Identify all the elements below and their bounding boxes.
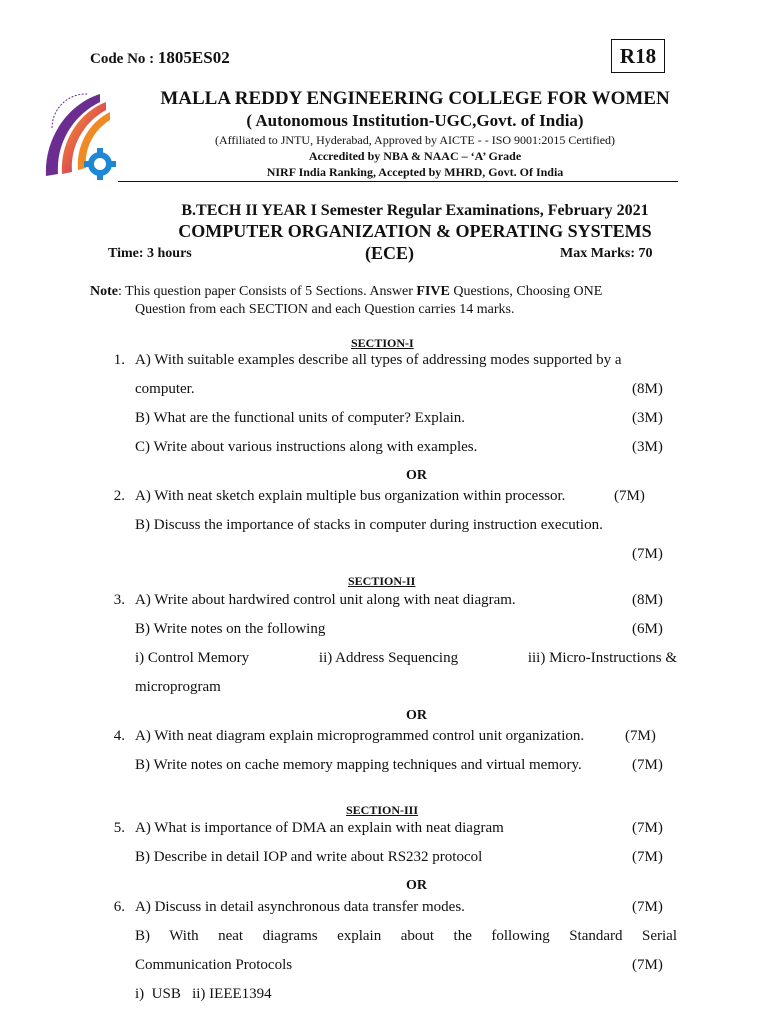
or-separator: OR: [406, 468, 427, 483]
marks-label: (7M): [625, 728, 656, 744]
marks-label: (7M): [632, 899, 663, 915]
question-number: 3.: [113, 592, 125, 608]
regulation-box: R18: [611, 39, 665, 73]
question-text: microprogram: [135, 679, 221, 695]
college-ranking: NIRF India Ranking, Accepted by MHRD, Govt. Of India: [266, 165, 564, 179]
question-text: B) Describe in detail IOP and write about RS232 protocol: [135, 849, 483, 865]
question-text: B) With neat diagrams explain about the following Standard Serial: [135, 928, 677, 944]
college-status: ( Autonomous Institution-UGC,Govt. of India): [246, 111, 584, 130]
question-number: 1.: [113, 352, 125, 368]
code-label: Code No :: [90, 51, 155, 67]
section-heading: SECTION-III: [346, 803, 419, 817]
note-label: Note: [90, 284, 118, 299]
marks-label: (8M): [632, 381, 663, 397]
question-text: A) What is importance of DMA an explain with neat diagram: [135, 820, 504, 836]
marks-label: (3M): [632, 410, 663, 426]
exam-max-marks: Max Marks: 70: [560, 246, 653, 261]
question-number: 2.: [113, 488, 125, 504]
marks-label: (7M): [632, 546, 663, 562]
exam-subject: COMPUTER ORGANIZATION & OPERATING SYSTEMS: [178, 221, 652, 241]
college-logo: [38, 88, 118, 184]
marks-label: (7M): [632, 957, 663, 973]
or-separator: OR: [406, 878, 427, 893]
question-text: A) With neat diagram explain microprogrammed control unit organization.: [135, 728, 585, 744]
question-number: 5.: [113, 820, 125, 836]
note-line-2: Question from each SECTION and each Question carries 14 marks.: [135, 302, 515, 317]
question-text: B) What are the functional units of computer? Explain.: [135, 410, 466, 426]
question-text: C) Write about various instructions along with examples.: [135, 439, 478, 455]
or-separator: OR: [406, 708, 427, 723]
header-divider: [118, 181, 678, 182]
sub-items: i) Control Memory ii) Address Sequencing iii) Micro-Instructions &: [135, 650, 677, 666]
marks-label: (7M): [632, 849, 663, 865]
marks-label: (8M): [632, 592, 663, 608]
marks-label: (3M): [632, 439, 663, 455]
marks-label: (6M): [632, 621, 663, 637]
marks-label: (7M): [632, 757, 663, 773]
marks-label: (7M): [614, 488, 645, 504]
question-text: A) Discuss in detail asynchronous data transfer modes.: [135, 899, 465, 915]
question-number: 6.: [113, 899, 125, 915]
question-text: A) With neat sketch explain multiple bus organization within processor.: [135, 488, 566, 504]
question-text: Communication Protocols: [135, 957, 293, 973]
code-value: 1805ES02: [157, 48, 230, 67]
question-text: computer.: [135, 381, 195, 397]
college-accreditation: Accredited by NBA & NAAC – ‘A’ Grade: [308, 149, 522, 163]
question-text: A) Write about hardwired control unit along with neat diagram.: [135, 592, 516, 608]
question-text: A) With suitable examples describe all types of addressing modes supported by a: [135, 352, 622, 368]
college-affiliation: (Affiliated to JNTU, Hyderabad, Approved by AICTE - - ISO 9001:2015 Certified): [214, 133, 616, 147]
note-line-1: Note: This question paper Consists of 5 Sections. Answer FIVE Questions, Choosing ONE: [90, 284, 603, 299]
question-text: B) Write notes on cache memory mapping techniques and virtual memory.: [135, 757, 582, 773]
section-heading: SECTION-I: [351, 336, 414, 350]
exam-code: [90, 48, 230, 68]
exam-time: Time: 3 hours: [108, 246, 192, 261]
college-name: MALLA REDDY ENGINEERING COLLEGE FOR WOMEN: [160, 88, 670, 109]
question-number: 4.: [113, 728, 125, 744]
section-heading: SECTION-II: [348, 574, 416, 588]
question-text: B) Discuss the importance of stacks in computer during instruction execution.: [135, 517, 603, 533]
question-text: i) USB ii) IEEE1394: [135, 986, 272, 1002]
exam-title: B.TECH II YEAR I Semester Regular Examinations, February 2021: [181, 202, 649, 219]
exam-branch: (ECE): [365, 243, 414, 263]
marks-label: (7M): [632, 820, 663, 836]
question-text: B) Write notes on the following: [135, 621, 326, 637]
